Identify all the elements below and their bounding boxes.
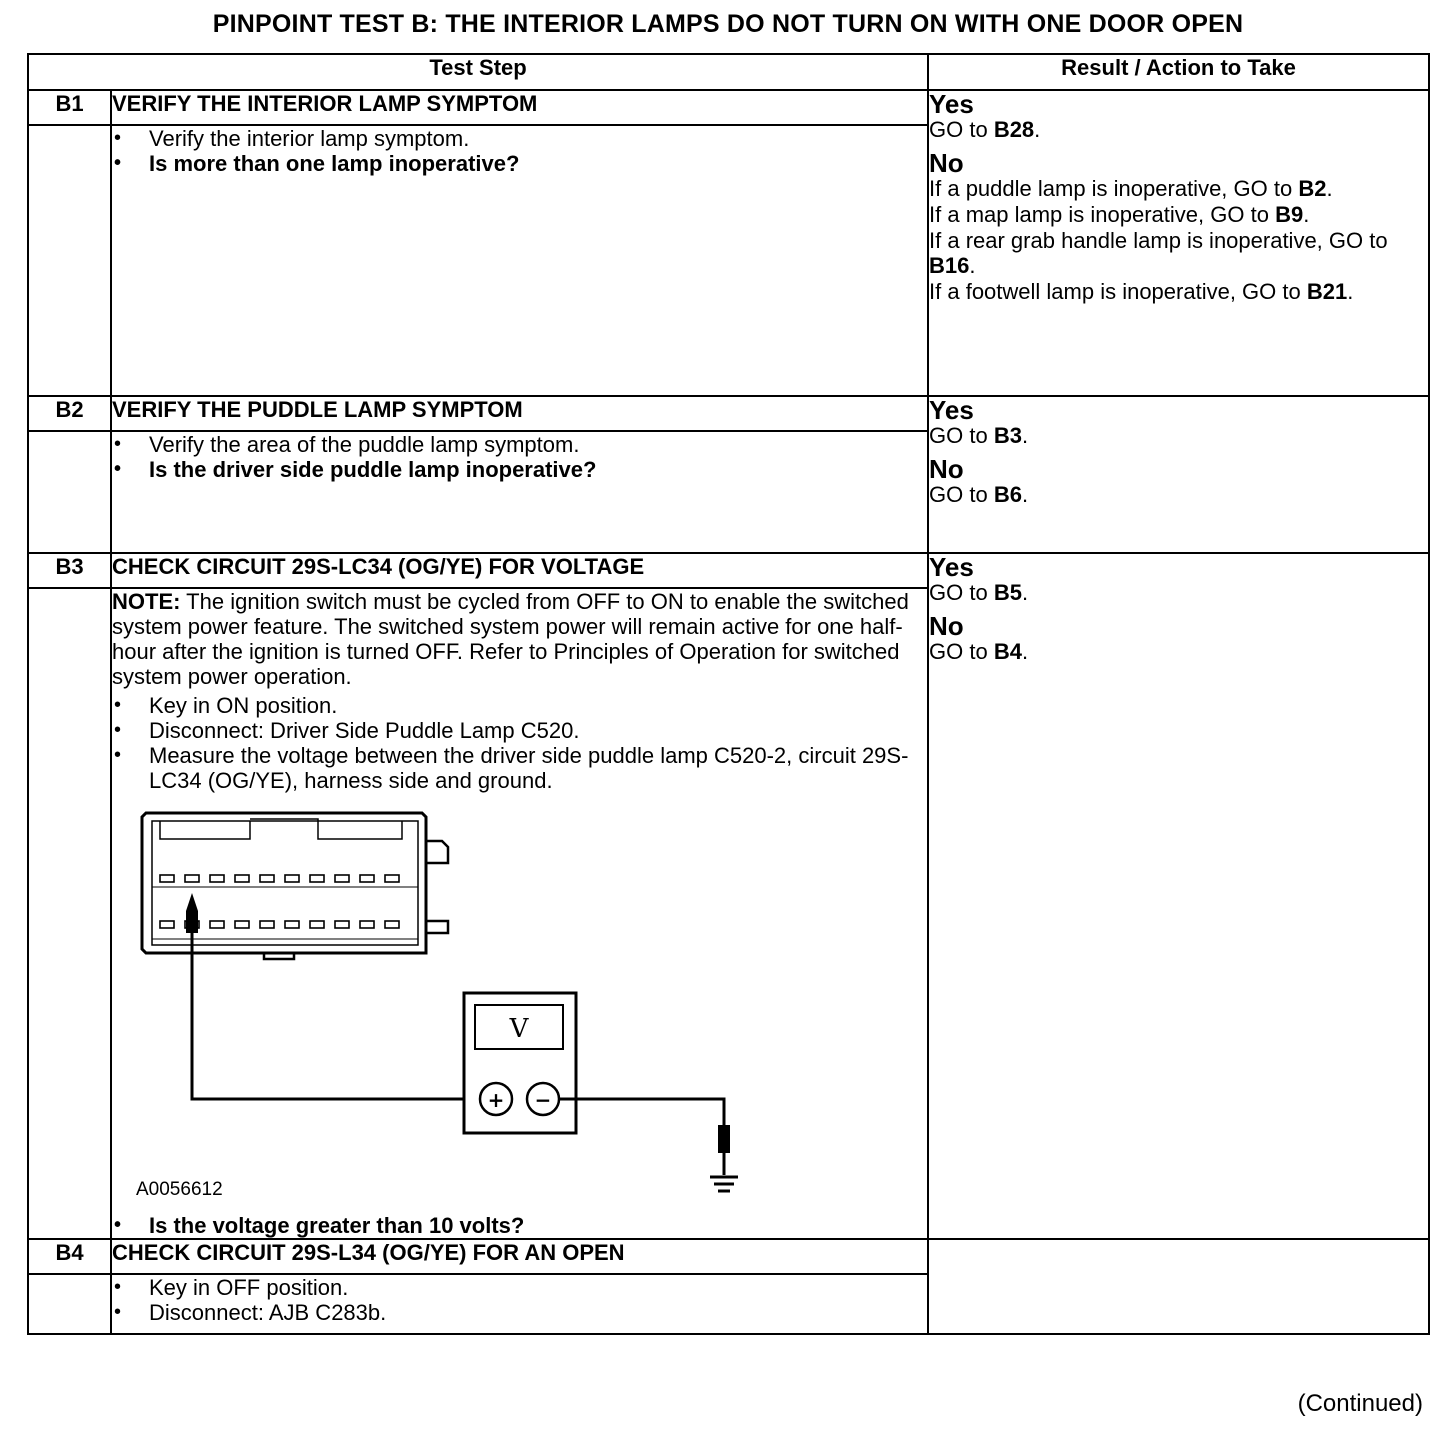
result-yes-label: Yes: [929, 395, 974, 425]
step-title-b3: CHECK CIRCUIT 29S-LC34 (OG/YE) FOR VOLTAGE: [111, 553, 928, 588]
figure-id: A0056612: [136, 1179, 223, 1200]
continued-label: (Continued): [1297, 1390, 1423, 1417]
result-no-label: No: [929, 611, 964, 641]
step-id-b1: B1: [28, 90, 111, 125]
result-no-action: If a map lamp is inoperative, GO to B9.: [929, 202, 1310, 227]
result-no-action: If a footwell lamp is inoperative, GO to B21.: [929, 279, 1354, 304]
step-body-b4: [111, 1274, 928, 1334]
step-title-b4: CHECK CIRCUIT 29S-L34 (OG/YE) FOR AN OPEN: [111, 1239, 928, 1274]
step-b1-title-row: [28, 90, 1429, 125]
step-body-b3: [111, 588, 928, 1239]
table-header-row: [28, 54, 1429, 90]
result-b1: [928, 90, 1429, 396]
step-bullet: • Disconnect: Driver Side Puddle Lamp C520.: [112, 718, 927, 743]
step-bullet: • Verify the area of the puddle lamp symptom.: [112, 432, 927, 457]
step-b3-title-row: [28, 553, 1429, 588]
header-test-step: Test Step: [28, 54, 928, 90]
result-no-label: No: [929, 454, 964, 484]
result-no-action: GO to B4.: [929, 639, 1029, 664]
result-yes-action: GO to B5.: [929, 580, 1029, 605]
step-bullet: • Measure the voltage between the driver side puddle lamp C520-2, circuit 29S-LC34 (OG/YE), harness side and ground.: [112, 743, 927, 793]
page-title: PINPOINT TEST B: THE INTERIOR LAMPS DO NOT TURN ON WITH ONE DOOR OPEN: [212, 10, 1244, 38]
step-bullet: • Disconnect: AJB C283b.: [112, 1300, 927, 1325]
multimeter: [464, 993, 576, 1133]
result-b2: [928, 396, 1429, 553]
step-title-b1: VERIFY THE INTERIOR LAMP SYMPTOM: [111, 90, 928, 125]
step-id-b4: B4: [28, 1239, 111, 1274]
result-no-action: If a puddle lamp is inoperative, GO to B2.: [929, 176, 1333, 201]
pinpoint-test-table: [27, 53, 1430, 1335]
diagram-graphic: [112, 793, 912, 1213]
result-yes-action: GO to B28.: [929, 117, 1041, 142]
step-bullet: • Key in OFF position.: [112, 1275, 927, 1300]
puddle-lamp-connector-c520: [142, 813, 448, 959]
step-id-b2: B2: [28, 396, 111, 431]
step-id-spacer: [28, 588, 111, 1239]
ground-icon: [710, 1177, 738, 1191]
step-bullet: • Verify the interior lamp symptom.: [112, 126, 927, 151]
result-b4: [928, 1239, 1429, 1334]
step-note: NOTE: The ignition switch must be cycled from OFF to ON to enable the switched system power feature. The switched system power will remain active for one half-hour after the ignition is turned OFF. Refer to Principles of Operation for switched system power operation.: [112, 589, 909, 689]
step-body-b2: [111, 431, 928, 553]
step-id-b3: B3: [28, 553, 111, 588]
result-b3: [928, 553, 1429, 1239]
meter-probe-lead: [186, 893, 476, 1099]
step-b2-title-row: [28, 396, 1429, 431]
step-id-spacer: [28, 431, 111, 553]
step-question: • Is more than one lamp inoperative?: [112, 151, 927, 176]
meter-unit: V: [509, 1014, 529, 1044]
result-no-label: No: [929, 148, 964, 178]
step-id-spacer: [28, 125, 111, 396]
step-b4-title-row: [28, 1239, 1429, 1274]
negative-sign: −: [534, 1088, 552, 1112]
voltage-measurement-diagram: [112, 793, 912, 1213]
result-yes-action: GO to B3.: [929, 423, 1029, 448]
step-question: • Is the voltage greater than 10 volts?: [112, 1213, 927, 1238]
step-question: • Is the driver side puddle lamp inoperative?: [112, 457, 927, 482]
positive-sign: +: [487, 1088, 505, 1112]
step-id-spacer: [28, 1274, 111, 1334]
step-bullet: • Key in ON position.: [112, 693, 927, 718]
header-result: Result / Action to Take: [928, 54, 1429, 90]
ground-lead: [559, 1099, 730, 1175]
result-no-action: GO to B6.: [929, 482, 1029, 507]
result-yes-label: Yes: [929, 89, 974, 119]
step-body-b1: [111, 125, 928, 396]
result-yes-label: Yes: [929, 552, 974, 582]
step-title-b2: VERIFY THE PUDDLE LAMP SYMPTOM: [111, 396, 928, 431]
result-no-action: If a rear grab handle lamp is inoperative, GO to B16.: [929, 228, 1388, 278]
